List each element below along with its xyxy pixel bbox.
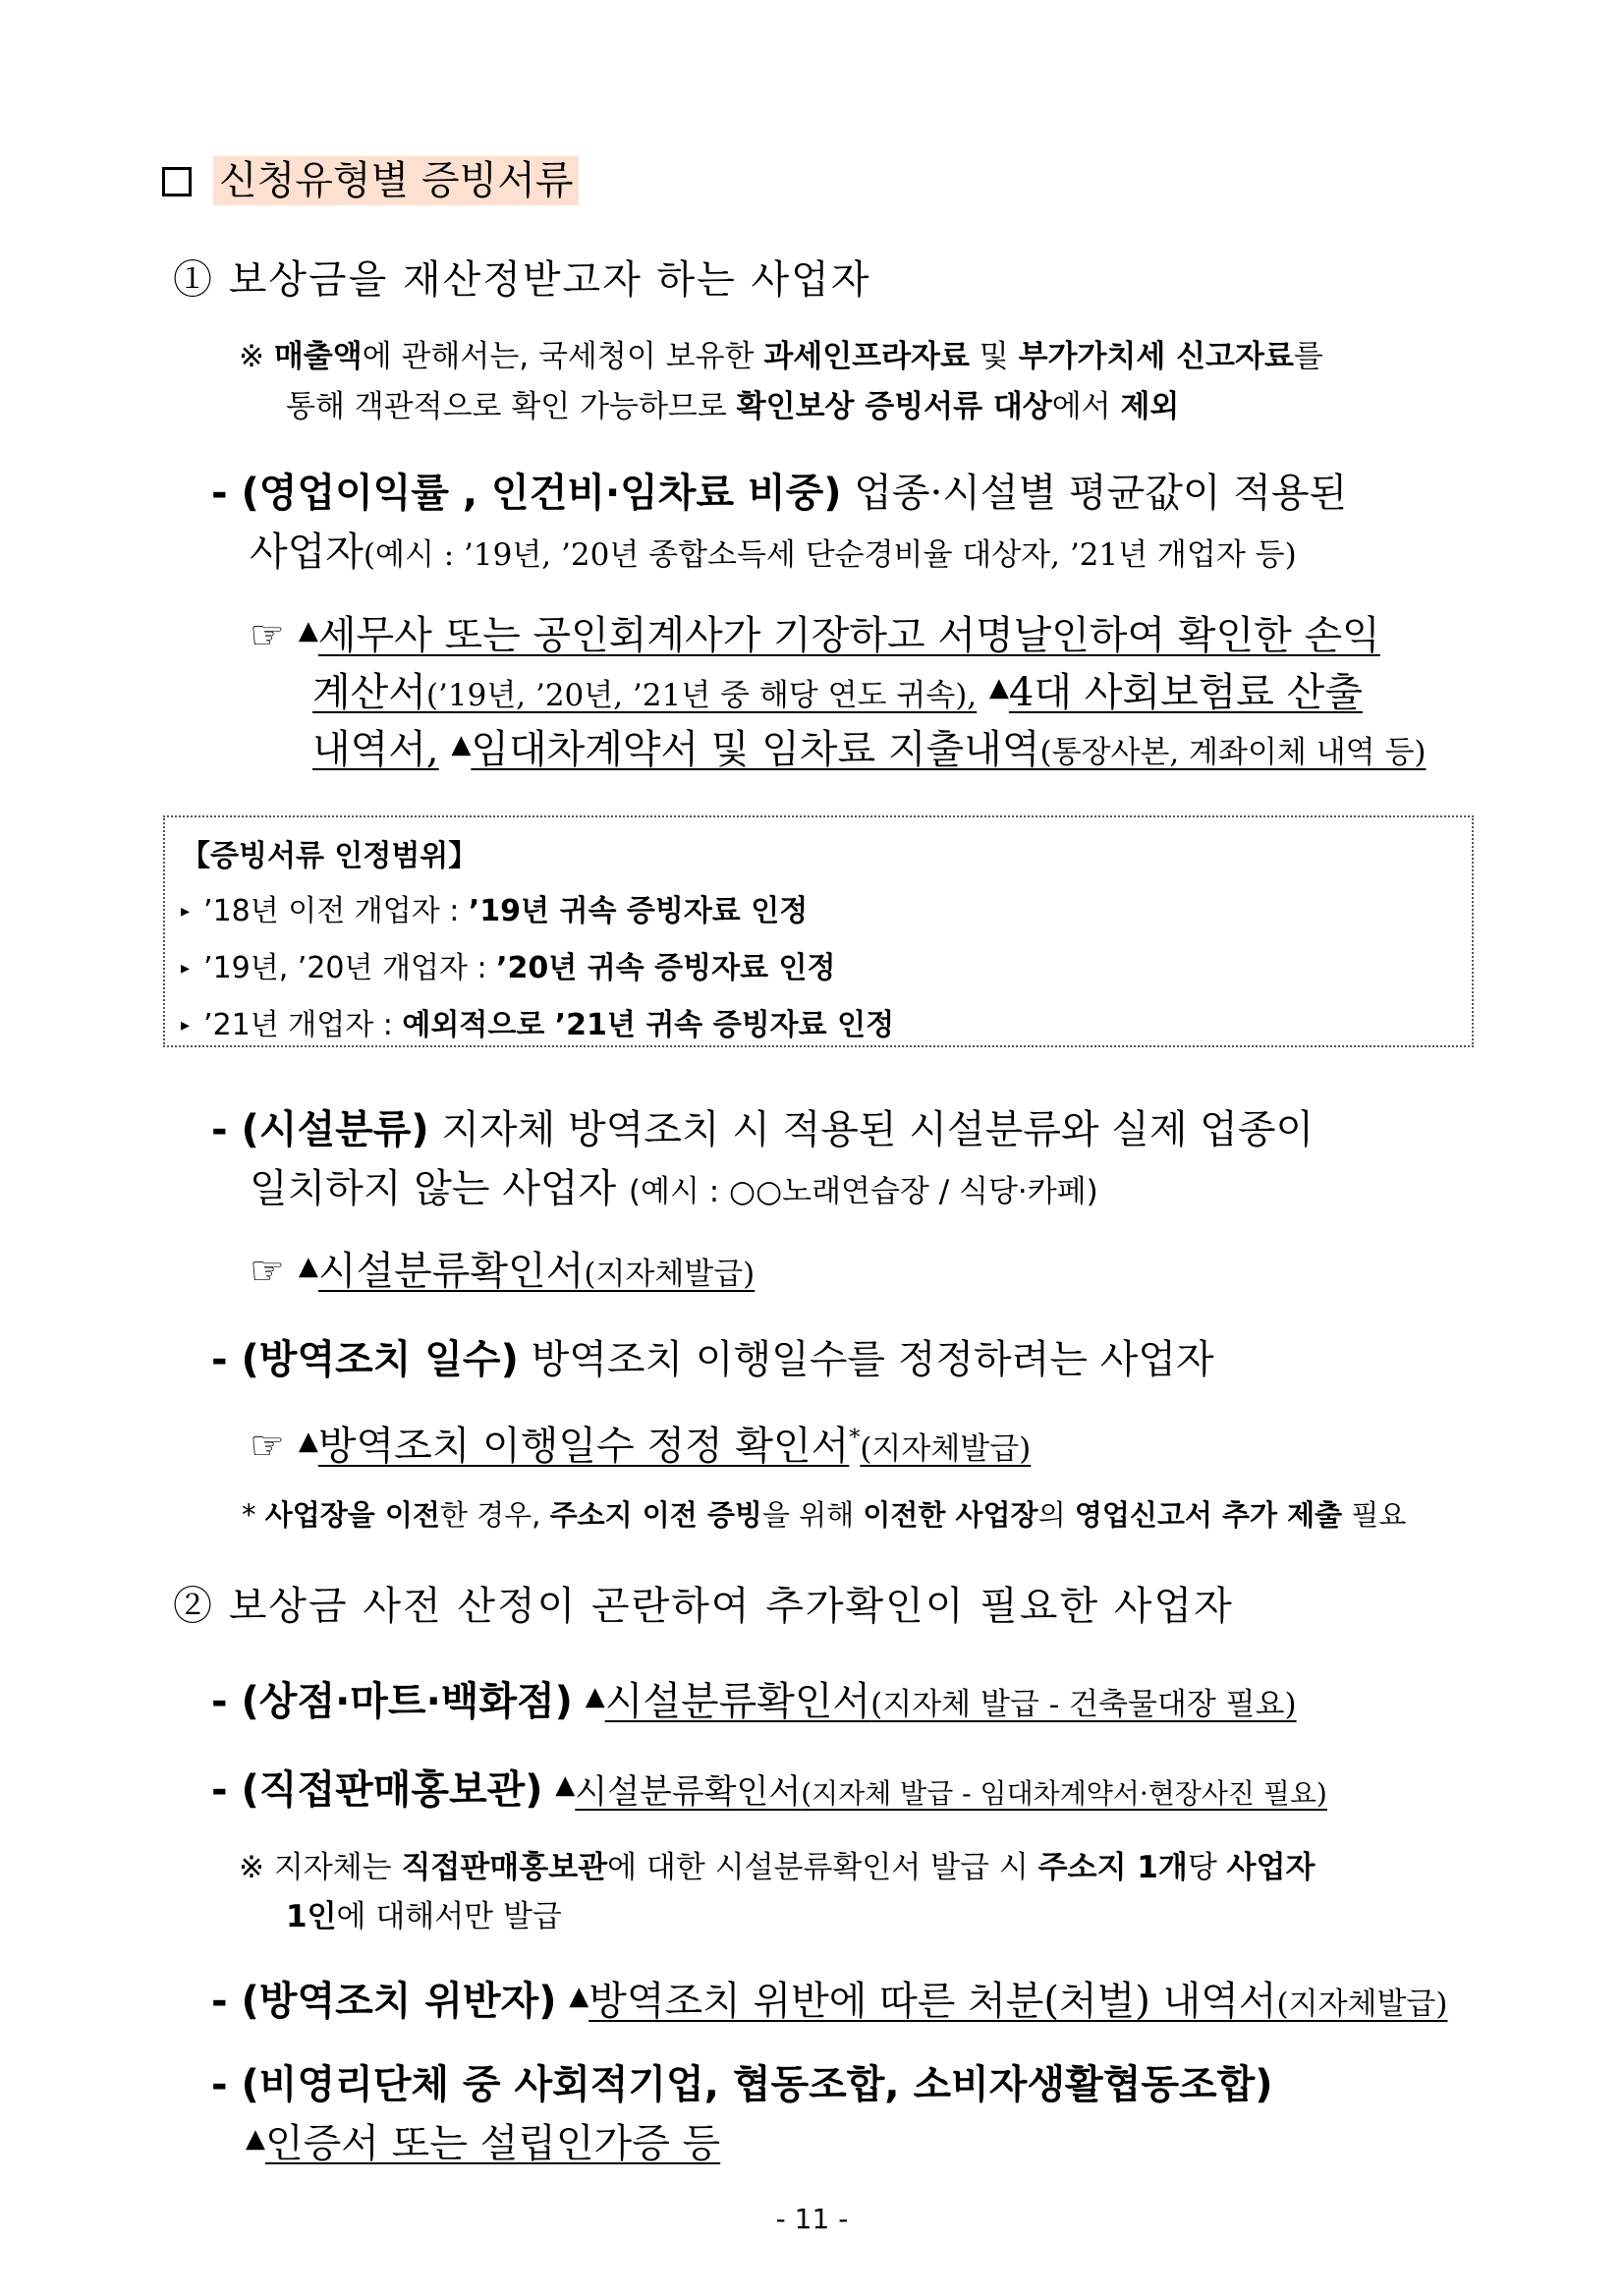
item-3-proof: ☞ ▲방역조치 이행일수 정정 확인서*(지자체발급) [250, 1424, 1032, 1469]
pointing-hand-icon: ☞ [250, 1424, 285, 1469]
bullet-icon: ▸ [181, 901, 191, 922]
page-number: - 11 - [775, 2203, 849, 2235]
pointing-hand-icon: ☞ [250, 613, 285, 658]
triangle-bullet-icon: ▲ [298, 616, 318, 645]
item-2-line-2: 일치하지 않는 사업자 (예시 : ○○노래연습장 / 식당·카페) [250, 1166, 1098, 1211]
box-row-3: ▸ ’21년 개업자 : 예외적으로 ’21년 귀속 증빙자료 인정 [181, 1008, 895, 1042]
bullet-icon: ▸ [181, 1015, 191, 1036]
note-2-line-2: 1인에 대해서만 발급 [286, 1899, 562, 1934]
heading-1: ① 보상금을 재산정받고자 하는 사업자 [173, 257, 871, 303]
triangle-bullet-icon: ▲ [246, 2124, 265, 2154]
item-1-line-2: 사업자(예시 : ’19년, ’20년 종합소득세 단순경비율 대상자, ’21년 개업자 등) [250, 530, 1297, 575]
note-1-line-2: 통해 객관적으로 확인 가능하므로 확인보상 증빙서류 대상에서 제외 [286, 389, 1180, 424]
item-1-proof-line-1: ☞ ▲세무사 또는 공인회계사가 기장하고 서명날인하여 확인한 손익 [250, 613, 1380, 658]
item-2-proof: ☞ ▲시설분류확인서(지자체발급) [250, 1249, 756, 1294]
item-3-line-1: - (방역조치 일수) 방역조치 이행일수를 정정하려는 사업자 [211, 1337, 1214, 1382]
evidence-range-box [163, 815, 1474, 1047]
triangle-bullet-icon: ▲ [298, 1427, 318, 1456]
section-title [162, 149, 579, 205]
item-6: - (방역조치 위반자) ▲방역조치 위반에 따른 처분(처벌) 내역서(지자체발급) [211, 1979, 1448, 2024]
item-7-line-1: - (비영리단체 중 사회적기업, 협동조합, 소비자생활협동조합) [211, 2062, 1273, 2107]
note-1-line-1: ※ 매출액에 관해서는, 국세청이 보유한 과세인프라자료 및 부가가치세 신고자료를 [239, 339, 1323, 374]
heading-2: ② 보상금 사전 산정이 곤란하여 추가확인이 필요한 사업자 [173, 1584, 1234, 1629]
triangle-bullet-icon: ▲ [988, 673, 1009, 702]
triangle-bullet-icon: ▲ [569, 1982, 589, 2011]
triangle-bullet-icon: ▲ [555, 1770, 576, 1800]
triangle-bullet-icon: ▲ [451, 730, 472, 759]
triangle-bullet-icon: ▲ [585, 1682, 605, 1711]
item-1-proof-line-2: 계산서(’19년, ’20년, ’21년 중 해당 연도 귀속), ▲4대 사회보험료 산출 [312, 670, 1363, 715]
section-title-text: 신청유형별 증빙서류 [213, 156, 579, 205]
item-3-footnote: * 사업장을 이전한 경우, 주소지 이전 증빙을 위해 이전한 사업장의 영업신고서 추가 제출 필요 [242, 1498, 1407, 1532]
item-4: - (상점·마트·백화점) ▲시설분류확인서(지자체 발급 - 건축물대장 필요) [211, 1679, 1297, 1724]
item-2-line-1: - (시설분류) 지자체 방역조치 시 적용된 시설분류와 실제 업종이 [211, 1107, 1315, 1152]
note-2-line-1: ※ 지자체는 직접판매홍보관에 대한 시설분류확인서 발급 시 주소지 1개당 사업자 [239, 1850, 1316, 1885]
item-5: - (직접판매홍보관) ▲시설분류확인서(지자체 발급 - 임대차계약서·현장사진 필요) [211, 1767, 1327, 1813]
item-7-proof: ▲인증서 또는 설립인가증 등 [246, 2121, 721, 2166]
item-1-proof-line-3: 내역서, ▲임대차계약서 및 임차료 지출내역(통장사본, 계좌이체 내역 등) [312, 727, 1427, 772]
box-title: 【증빙서류 인정범위】 [181, 839, 478, 873]
checkbox-square-icon [162, 167, 192, 196]
box-row-1: ▸ ’18년 이전 개업자 : ’19년 귀속 증빙자료 인정 [181, 894, 809, 928]
pointing-hand-icon: ☞ [250, 1249, 285, 1294]
triangle-bullet-icon: ▲ [298, 1252, 318, 1281]
box-row-2: ▸ ’19년, ’20년 개업자 : ’20년 귀속 증빙자료 인정 [181, 951, 836, 985]
item-1-line-1: - (영업이익률 , 인건비·임차료 비중) 업종·시설별 평균값이 적용된 [211, 471, 1348, 516]
bullet-icon: ▸ [181, 958, 191, 979]
